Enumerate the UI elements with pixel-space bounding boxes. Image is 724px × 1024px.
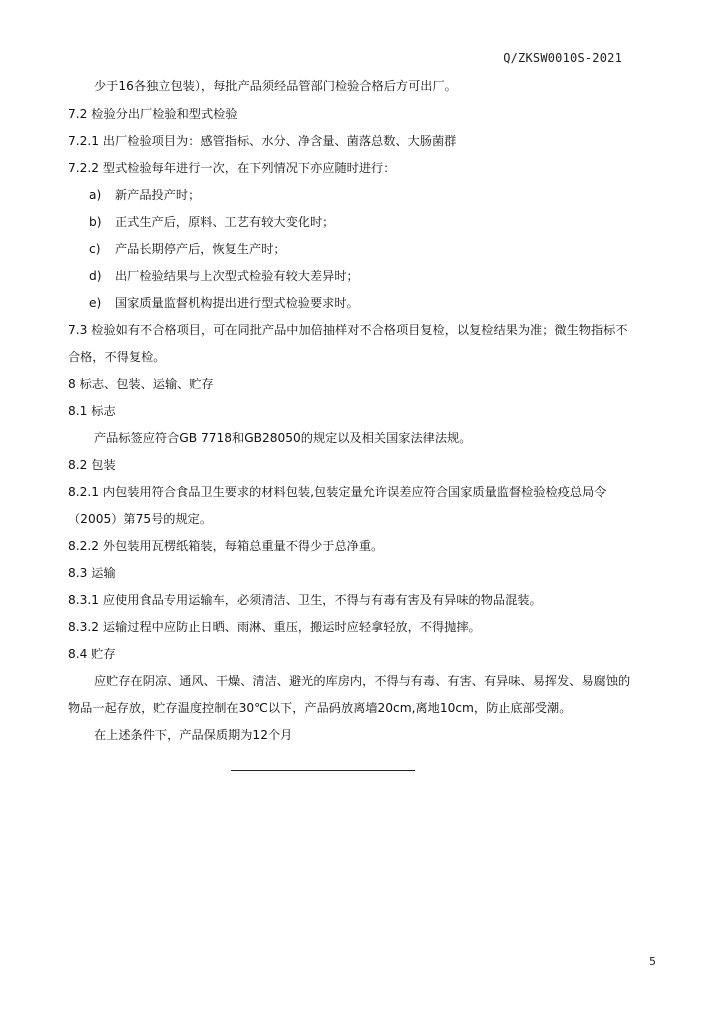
list-item-marker: d): [89, 269, 102, 283]
page-number: 5: [649, 955, 656, 968]
list-item-marker: c): [89, 242, 101, 256]
list-item-marker: e): [89, 296, 102, 310]
section-7-2-heading: 7.2 检验分出厂检验和型式检验: [68, 107, 238, 121]
list-item-text: 国家质量监督机构提出进行型式检验要求时。: [115, 296, 359, 310]
list-item-marker: b): [89, 215, 102, 229]
list-item: [89, 268, 359, 284]
end-divider: [231, 770, 415, 771]
clause-7-3: 7.3 检验如有不合格项目，可在同批产品中加倍抽样对不合格项目复检，以复检结果为准；微生物指标不: [68, 323, 628, 337]
list-item-text: 正式生产后，原料、工艺有较大变化时；: [115, 215, 335, 229]
storage-paragraph: 应贮存在阴凉、通风、干燥、清洁、避光的库房内，不得与有毒、有害、有异味、易挥发、易腐蚀的: [94, 674, 631, 688]
list-item-text: 产品长期停产后，恢复生产时；: [115, 242, 286, 256]
clause-7-2-2: 7.2.2 型式检验每年进行一次，在下列情况下亦应随时进行：: [68, 161, 396, 175]
section-8-1-heading: 8.1 标志: [68, 404, 116, 418]
list-item: [89, 187, 200, 203]
clause-8-2-1: 8.2.1 内包装用符合食品卫生要求的材料包装,包装定量允许误差应符合国家质量监督检验检疫总局令: [68, 485, 607, 499]
clause-8-3-1: 8.3.1 应使用食品专用运输车，必须清洁、卫生，不得与有毒有害及有异味的物品混装。: [68, 593, 542, 607]
clause-8-3-2: 8.3.2 运输过程中应防止日晒、雨淋、重压，搬运时应轻拿轻放，不得抛摔。: [68, 620, 481, 634]
clause-8-2-1-continuation: （2005）第75号的规定。: [68, 512, 213, 526]
section-8-4-heading: 8.4 贮存: [68, 647, 116, 661]
list-item: [89, 214, 334, 230]
paragraph-continuation: 少于16各独立包装），每批产品须经品管部门检验合格后方可出厂。: [94, 79, 457, 93]
shelf-life-paragraph: 在上述条件下，产品保质期为12个月: [94, 728, 293, 742]
labeling-paragraph: 产品标签应符合GB 7718和GB28050的规定以及相关国家法律法规。: [94, 431, 472, 445]
section-8-2-heading: 8.2 包装: [68, 458, 116, 472]
clause-7-2-1: 7.2.1 出厂检验项目为：感管指标、水分、净含量、菌落总数、大肠菌群: [68, 134, 457, 148]
list-item-text: 出厂检验结果与上次型式检验有较大差异时；: [115, 269, 359, 283]
list-item-marker: a): [89, 188, 102, 202]
document-code: Q/ZKSW0010S-2021: [503, 51, 622, 65]
clause-7-3-continuation: 合格，不得复检。: [68, 350, 166, 364]
list-item-text: 新产品投产时；: [115, 188, 201, 202]
section-8-heading: 8 标志、包装、运输、贮存: [68, 377, 214, 391]
clause-8-2-2: 8.2.2 外包装用瓦楞纸箱装，每箱总重量不得少于总净重。: [68, 539, 384, 553]
list-item: [89, 241, 286, 257]
list-item: [89, 295, 359, 311]
storage-paragraph-continuation: 物品一起存放，贮存温度控制在30℃以下，产品码放离墙20cm,离地10cm，防止底部受潮。: [68, 701, 572, 715]
section-8-3-heading: 8.3 运输: [68, 566, 116, 580]
